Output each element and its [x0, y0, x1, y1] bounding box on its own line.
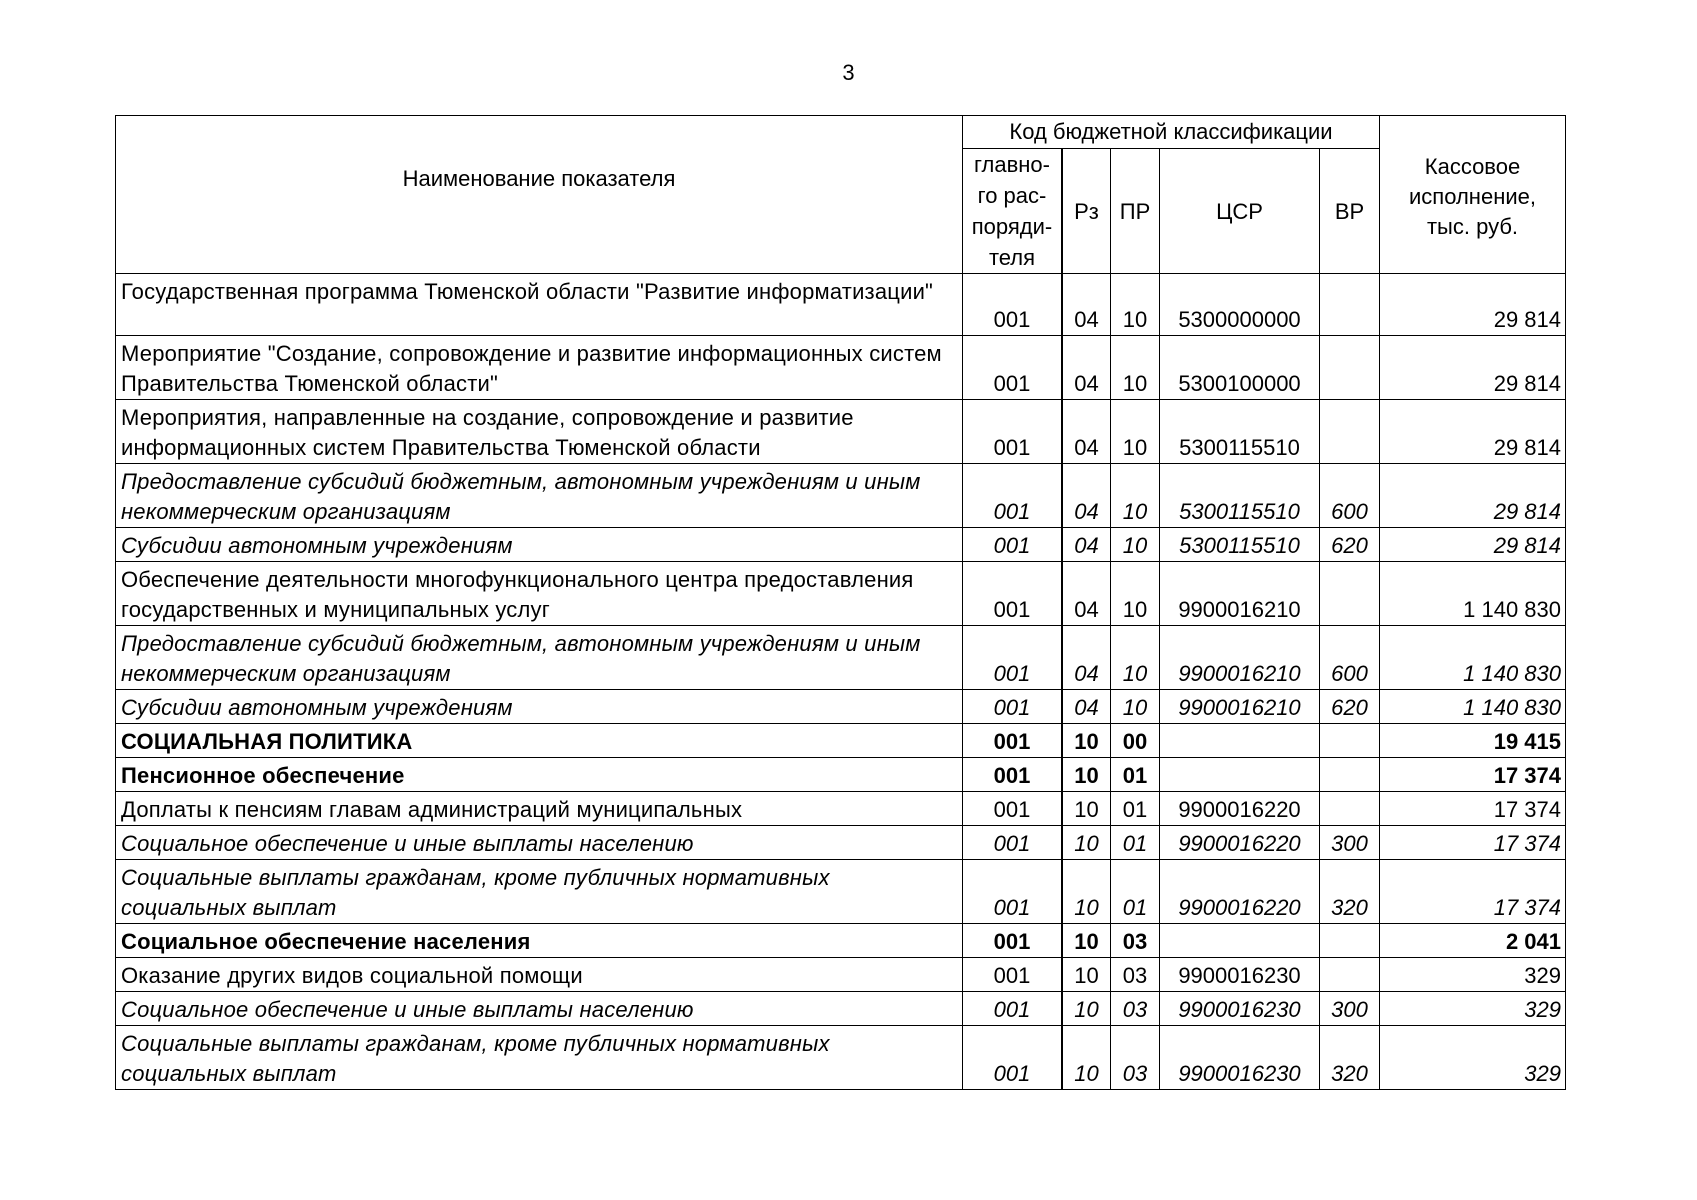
cell-pr: 10 [1111, 464, 1160, 528]
cell-pr: 03 [1111, 992, 1160, 1026]
table-row [115, 860, 1566, 924]
header-pr: ПР [1111, 149, 1160, 274]
table-row [115, 792, 1566, 826]
cell-grbs: 001 [963, 562, 1062, 626]
cell-cash-execution: 329 [1380, 958, 1566, 992]
cell-indicator-name: Оказание других видов социальной помощи [115, 958, 963, 992]
cell-rz: 04 [1062, 336, 1111, 400]
cell-rz: 10 [1062, 1026, 1111, 1090]
cell-grbs: 001 [963, 464, 1062, 528]
cell-rz: 10 [1062, 860, 1111, 924]
cell-grbs: 001 [963, 924, 1062, 958]
cell-pr: 10 [1111, 690, 1160, 724]
cell-cash-execution: 1 140 830 [1380, 562, 1566, 626]
cell-csr: 9900016210 [1160, 690, 1320, 724]
cell-indicator-name: Пенсионное обеспечение [115, 758, 963, 792]
cell-vr: 320 [1320, 860, 1380, 924]
cell-vr: 300 [1320, 992, 1380, 1026]
cell-cash-execution: 17 374 [1380, 792, 1566, 826]
cell-vr: 600 [1320, 464, 1380, 528]
header-cash-execution-line: исполнение, [1409, 184, 1536, 209]
cell-cash-execution: 29 814 [1380, 528, 1566, 562]
cell-cash-execution: 29 814 [1380, 400, 1566, 464]
cell-pr: 01 [1111, 792, 1160, 826]
table-row [115, 992, 1566, 1026]
cell-grbs: 001 [963, 1026, 1062, 1090]
cell-rz: 10 [1062, 724, 1111, 758]
cell-pr: 10 [1111, 274, 1160, 336]
cell-grbs: 001 [963, 690, 1062, 724]
cell-csr: 9900016220 [1160, 792, 1320, 826]
cell-pr: 03 [1111, 1026, 1160, 1090]
cell-pr: 01 [1111, 758, 1160, 792]
cell-vr [1320, 562, 1380, 626]
cell-pr: 10 [1111, 528, 1160, 562]
cell-vr: 620 [1320, 690, 1380, 724]
cell-csr: 5300115510 [1160, 528, 1320, 562]
cell-grbs: 001 [963, 792, 1062, 826]
cell-vr: 620 [1320, 528, 1380, 562]
cell-cash-execution: 1 140 830 [1380, 690, 1566, 724]
cell-vr [1320, 724, 1380, 758]
cell-csr [1160, 924, 1320, 958]
header-cash-execution-line: тыс. руб. [1426, 214, 1519, 239]
cell-grbs: 001 [963, 626, 1062, 690]
cell-grbs: 001 [963, 992, 1062, 1026]
cell-grbs: 001 [963, 336, 1062, 400]
cell-csr: 5300115510 [1160, 400, 1320, 464]
cell-vr: 300 [1320, 826, 1380, 860]
cell-cash-execution: 17 374 [1380, 860, 1566, 924]
cell-pr: 10 [1111, 400, 1160, 464]
cell-csr: 9900016230 [1160, 958, 1320, 992]
cell-csr: 9900016230 [1160, 992, 1320, 1026]
cell-indicator-name: Доплаты к пенсиям главам администраций муниципальных [115, 792, 963, 826]
table-row [115, 758, 1566, 792]
cell-grbs: 001 [963, 958, 1062, 992]
header-grbs-line: главно- [973, 152, 1050, 177]
budget-execution-table [115, 115, 1566, 1090]
header-cash-execution [1380, 115, 1566, 274]
cell-vr [1320, 274, 1380, 336]
cell-rz: 04 [1062, 464, 1111, 528]
table-row [115, 826, 1566, 860]
cell-rz: 04 [1062, 690, 1111, 724]
cell-csr: 5300115510 [1160, 464, 1320, 528]
table-row [115, 958, 1566, 992]
header-name-label: Наименование показателя [402, 165, 676, 191]
cell-indicator-name: Предоставление субсидий бюджетным, автономным учреждениям и иным некоммерческим организациям [115, 464, 963, 528]
cell-csr [1160, 758, 1320, 792]
cell-rz: 10 [1062, 992, 1111, 1026]
table-row [115, 562, 1566, 626]
table-row [115, 924, 1566, 958]
cell-csr: 5300000000 [1160, 274, 1320, 336]
table-row [115, 626, 1566, 690]
cell-indicator-name: Социальное обеспечение и иные выплаты населению [115, 992, 963, 1026]
cell-grbs: 001 [963, 826, 1062, 860]
cell-rz: 04 [1062, 528, 1111, 562]
header-vr: ВР [1320, 149, 1380, 274]
cell-pr: 03 [1111, 958, 1160, 992]
cell-csr: 9900016210 [1160, 562, 1320, 626]
cell-cash-execution: 1 140 830 [1380, 626, 1566, 690]
cell-grbs: 001 [963, 400, 1062, 464]
cell-csr: 9900016220 [1160, 860, 1320, 924]
table-row [115, 1026, 1566, 1090]
cell-pr: 00 [1111, 724, 1160, 758]
cell-csr: 9900016230 [1160, 1026, 1320, 1090]
cell-indicator-name: Субсидии автономным учреждениям [115, 528, 963, 562]
header-grbs-line: го рас- [977, 183, 1047, 208]
cell-indicator-name: Социальное обеспечение населения [115, 924, 963, 958]
cell-rz: 10 [1062, 792, 1111, 826]
cell-rz: 04 [1062, 400, 1111, 464]
cell-cash-execution: 329 [1380, 1026, 1566, 1090]
cell-csr: 9900016220 [1160, 826, 1320, 860]
cell-cash-execution: 29 814 [1380, 336, 1566, 400]
cell-pr: 10 [1111, 562, 1160, 626]
cell-indicator-name: Социальные выплаты гражданам, кроме публичных нормативных социальных выплат [115, 1026, 963, 1090]
header-grbs-line: поряди- [971, 214, 1053, 239]
cell-pr: 10 [1111, 336, 1160, 400]
cell-indicator-name: Субсидии автономным учреждениям [115, 690, 963, 724]
page-number: 3 [842, 60, 855, 85]
cell-cash-execution: 2 041 [1380, 924, 1566, 958]
table-header [115, 115, 1566, 274]
cell-vr: 320 [1320, 1026, 1380, 1090]
cell-csr: 5300100000 [1160, 336, 1320, 400]
header-grbs [963, 149, 1062, 274]
cell-indicator-name: Предоставление субсидий бюджетным, автономным учреждениям и иным некоммерческим организациям [115, 626, 963, 690]
table-row [115, 336, 1566, 400]
cell-cash-execution: 17 374 [1380, 826, 1566, 860]
table-body [115, 274, 1566, 1090]
header-cash-execution-line: Кассовое [1424, 154, 1521, 179]
cell-vr [1320, 336, 1380, 400]
cell-rz: 04 [1062, 274, 1111, 336]
cell-grbs: 001 [963, 758, 1062, 792]
cell-vr [1320, 758, 1380, 792]
table-row [115, 690, 1566, 724]
cell-vr [1320, 958, 1380, 992]
cell-rz: 10 [1062, 958, 1111, 992]
cell-pr: 01 [1111, 826, 1160, 860]
table-row [115, 400, 1566, 464]
cell-grbs: 001 [963, 274, 1062, 336]
table-row [115, 464, 1566, 528]
cell-rz: 04 [1062, 562, 1111, 626]
cell-vr [1320, 924, 1380, 958]
table-row [115, 528, 1566, 562]
cell-cash-execution: 329 [1380, 992, 1566, 1026]
cell-pr: 10 [1111, 626, 1160, 690]
cell-indicator-name: Обеспечение деятельности многофункционального центра предоставления государственных и муниципальных услуг [115, 562, 963, 626]
cell-rz: 10 [1062, 826, 1111, 860]
cell-rz: 10 [1062, 758, 1111, 792]
cell-vr [1320, 792, 1380, 826]
cell-cash-execution: 29 814 [1380, 274, 1566, 336]
table-row [115, 724, 1566, 758]
cell-grbs: 001 [963, 528, 1062, 562]
cell-grbs: 001 [963, 724, 1062, 758]
cell-rz: 04 [1062, 626, 1111, 690]
cell-pr: 01 [1111, 860, 1160, 924]
cell-cash-execution: 17 374 [1380, 758, 1566, 792]
header-grbs-line: теля [988, 245, 1036, 270]
cell-indicator-name: Мероприятия, направленные на создание, сопровождение и развитие информационных систем Правительства Тюменской области [115, 400, 963, 464]
header-name [115, 115, 963, 274]
cell-csr [1160, 724, 1320, 758]
cell-indicator-name: Государственная программа Тюменской области "Развитие информатизации" [115, 274, 963, 336]
cell-pr: 03 [1111, 924, 1160, 958]
cell-cash-execution: 29 814 [1380, 464, 1566, 528]
cell-indicator-name: Мероприятие "Создание, сопровождение и развитие информационных систем Правительства Тюменской области" [115, 336, 963, 400]
cell-indicator-name: СОЦИАЛЬНАЯ ПОЛИТИКА [115, 724, 963, 758]
header-csr: ЦСР [1160, 149, 1320, 274]
cell-vr [1320, 400, 1380, 464]
table-row [115, 274, 1566, 336]
cell-csr: 9900016210 [1160, 626, 1320, 690]
cell-grbs: 001 [963, 860, 1062, 924]
cell-rz: 10 [1062, 924, 1111, 958]
header-rz: Рз [1062, 149, 1111, 274]
cell-vr: 600 [1320, 626, 1380, 690]
cell-cash-execution: 19 415 [1380, 724, 1566, 758]
header-budget-code: Код бюджетной классификации [963, 115, 1380, 149]
cell-indicator-name: Социальное обеспечение и иные выплаты населению [115, 826, 963, 860]
cell-indicator-name: Социальные выплаты гражданам, кроме публичных нормативных социальных выплат [115, 860, 963, 924]
